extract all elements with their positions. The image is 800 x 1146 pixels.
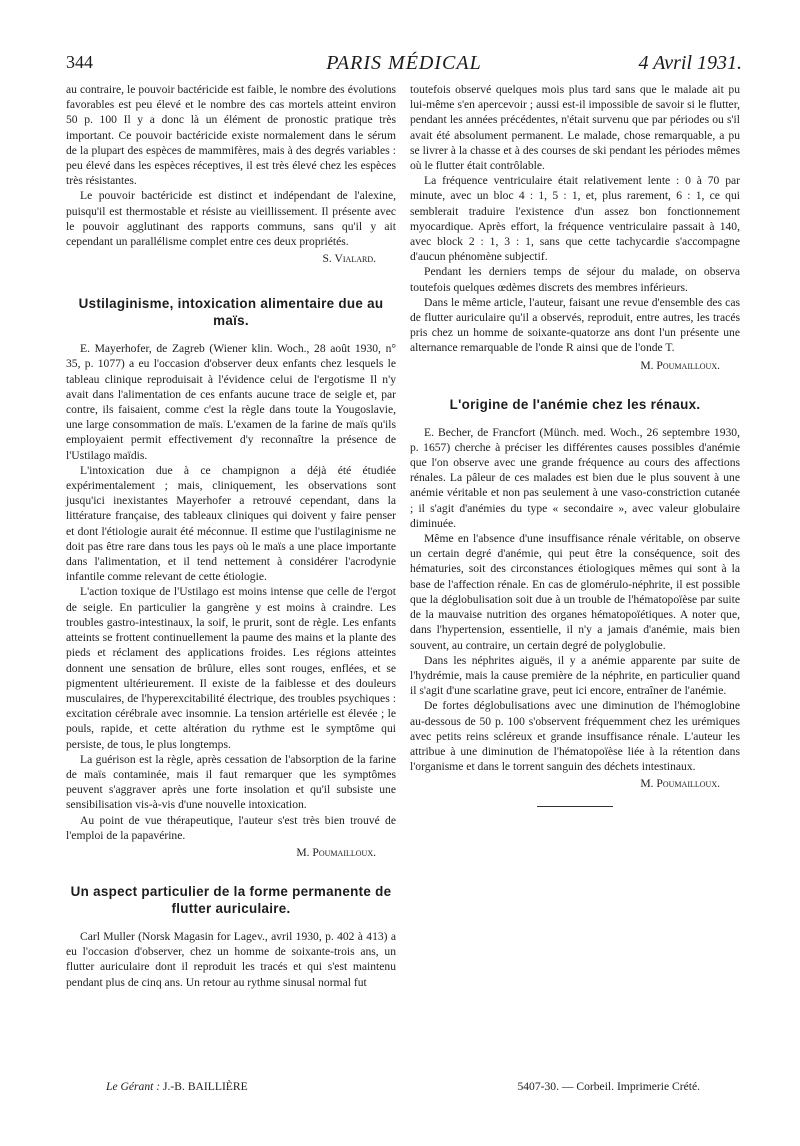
article-3-signature: M. Poumailloux. bbox=[640, 777, 720, 791]
manager-label: Le Gérant : bbox=[106, 1080, 161, 1093]
article-3-paragraph-4: De fortes déglobulisations avec une diminution de l'hémoglobine au-dessous de 50 p. 100 s'observent fréquemment chez les urémiques avec petits reins scléreux et grande insuffisance rénale. L'auteur les attribue à une diminution de l'hématopoïèse liée à la rétention dans l'organisme et dans le torrent sanguin des déchets intestinaux. bbox=[410, 699, 740, 774]
right-column bbox=[410, 82, 740, 807]
article-1-paragraph-2: L'intoxication due à ce champignon a déjà été étudiée expérimentalement ; mais, cliniquement, les observations sont jusqu'ici inexistantes Mayerhofer a retrouvé cependant, dans la littérature française, des tableaux cliniques qui doivent y faire penser et dont l'étiologie aurait été méconnue. Il estime que l'ustilaginisme ne doit pas être rare dans tous les pays où le maïs a une place importante dans l'alimentation, et il tend nettement à considérer l'acrodynie infantile comme relevant de cette étiologie. bbox=[66, 463, 396, 584]
article-1-paragraph-5: Au point de vue thérapeutique, l'auteur s'est très bien trouvé de l'emploi de la papavérine. bbox=[66, 813, 396, 842]
intro-signature: S. Vialard. bbox=[322, 252, 376, 266]
article-2-paragraph-1: Carl Muller (Norsk Magasin for Lagev., avril 1930, p. 402 à 413) a eu l'occasion d'observer, chez un homme de soixante-trois ans, un flutter auriculaire dont il reproduit les tracés et qui s'est maintenu pendant plus de cinq ans. Un retour au rythme sinusal normal fut bbox=[66, 929, 396, 989]
article-1-paragraph-1: E. Mayerhofer, de Zagreb (Wiener klin. Woch., 28 août 1930, n° 35, p. 1077) a eu l'occasion d'observer deux enfants chez lesquels le tableau clinique reproduisait à l'évidence celui de l'ergotisme Il n'y avait dans l'alimentation de ces enfants aucune trace de seigle et, par contre, ils faisaient, comme c'est la règle dans toute la Yougoslavie, une large consommation de maïs. L'examen de la farine de maïs qu'ils employaient permit effectivement d'y reconnaître la présence de l'Ustilago maïdis. bbox=[66, 342, 396, 462]
manager-name: J.-B. BAILLIÈRE bbox=[163, 1080, 248, 1093]
article-2-signature: M. Poumailloux. bbox=[640, 358, 720, 372]
article-3-paragraph-2: Même en l'absence d'une insuffisance rénale véritable, on observe un certain degré d'anémie, qui peut être la conséquence, soit des hématuries, soit des circonstances étiologiques mêmes qui sont à la base de l'affection rénale. En cas de glomérulo-néphrite, il est possible que la déglobulisation soit due à un trouble de l'hématopoïèse par suite de la mauvaise nutrition des organes hématopoïétiques. A noter que, dans l'hypertension, essentielle, il n'y a jamais d'anémie, mais bien souvent, au contraire, un certain degré de polyglobulie. bbox=[410, 532, 740, 652]
article-2-paragraph-1-continued: toutefois observé quelques mois plus tard sans que le malade ait pu lui-même s'en apercevoir ; aussi est-il impossible de savoir si le flutter, pendant les années précédentes, n'était survenu que par périodes ou s'il avait été absolument permanent. Le malade, chose remarquable, a pu se livrer à la chasse et à des courses de ski pendant les périodes mêmes où le flutter était contrôlable. bbox=[410, 83, 740, 173]
article-2-paragraph-3: Pendant les derniers temps de séjour du malade, on observa toutefois quelques œdèmes discrets des membres inférieurs. bbox=[410, 265, 740, 294]
article-2-title: Un aspect particulier de la forme permanente de flutter auriculaire. bbox=[70, 883, 392, 916]
article-1-paragraph-4: La guérison est la règle, après cessation de l'absorption de la farine de maïs contaminée, mais il faut remarquer que les symptômes peuvent s'aggraver après une forte insolation et qu'il subsiste une sensibilisation vis-à-vis d'une nouvelle intoxication. bbox=[66, 752, 396, 812]
article-3-paragraph-3: Dans les néphrites aiguës, il y a anémie apparente par suite de l'hydrémie, mais la cause première de la néphrite, en particulier quand il s'agit d'une scarlatine grave, peut ici encore, entraîner de l'anémie. bbox=[410, 653, 740, 698]
article-1-paragraph-3: L'action toxique de l'Ustilago est moins intense que celle de l'ergot de seigle. En particulier la gangrène y est moins à craindre. Les troubles gastro-intestinaux, la soif, le prurit, sont de règle. Les enfants atteints se frottent continuellement la paume des mains et la plante des pieds et réclament des applications froides. Les régions atteintes donnent une sensation de brûlure, elles sont rouges, enflées, et se pigmentent ultérieurement. Il existe de la faiblesse et des douleurs musculaires, de l'hyperexcitabilité électrique, des troubles psychiques : excitation cérébrale avec insomnie. La tension artérielle est élevée ; le pouls, rapide, et cette altération du rythme est le symptôme qui persiste, de tous, le plus longtemps. bbox=[66, 585, 396, 751]
printer-credit: 5407-30. — Corbeil. Imprimerie Crété. bbox=[517, 1080, 700, 1093]
page-number: 344 bbox=[66, 52, 93, 72]
intro-paragraph-1: au contraire, le pouvoir bactéricide est faible, le nombre des évolutions favorables est peu élevé et le nombre des cas mortels atteint environ 50 p. 100 Il y a donc là un élément de pronostic pratique très important. Ce pouvoir bactéricide existe normalement dans le sérum de la plupart des espèces de mammifères, mais à des degrés variables : peu élevé dans les espèces réceptives, il est très élevé chez les espèces très résistantes. bbox=[66, 83, 396, 188]
journal-title: PARIS MÉDICAL bbox=[326, 52, 482, 74]
left-column bbox=[66, 82, 396, 990]
article-2-paragraph-2: La fréquence ventriculaire était relativement lente : 0 à 70 par minute, avec un bloc 4 : 1, 5 : 1, et, plus rarement, 6 : 1, ce qui semblerait traduire l'existence d'un assez bon fonctionnement myocardique. Après effort, la fréquence ventriculaire passait à 140, avec block 2 : 1, 3 : 1, sans que cette tachycardie s'accompagne d'aucun phénomène subjectif. bbox=[410, 174, 740, 264]
manager-credit bbox=[106, 1080, 248, 1093]
issue-date: 4 Avril 1931. bbox=[638, 52, 742, 74]
intro-paragraph-2: Le pouvoir bactéricide est distinct et indépendant de l'alexine, puisqu'il est thermostable et résiste au vieillissement. Il présente avec le pouvoir agglutinant des rapports communs, sans qu'il y ait cependant un parallélisme complet entre ces deux propriétés. bbox=[66, 189, 396, 249]
end-divider bbox=[537, 806, 613, 807]
article-1-signature: M. Poumailloux. bbox=[296, 845, 376, 859]
article-3-paragraph-1: E. Becher, de Francfort (Münch. med. Woch., 26 septembre 1930, p. 1657) cherche à préciser les différentes causes possibles d'anémie que l'on observe avec une grande fréquence au cours des affections rénales. La pâleur de ces malades est bien due le plus souvent à une anémie véritable et non pas seulement à une vaso-constriction cutanée ; il s'agit d'anémies du type « secondaire », avec valeur globulaire diminuée. bbox=[410, 425, 740, 530]
article-2-paragraph-4: Dans le même article, l'auteur, faisant une revue d'ensemble des cas de flutter auriculaire qu'il a observés, reproduit, entre autres, les tracés pris chez un homme de soixante-quatorze ans dont l'un présente une alternance remarquable de l'onde R ainsi que de l'onde T. bbox=[410, 295, 740, 355]
article-1-title: Ustilaginisme, intoxication alimentaire due au maïs. bbox=[78, 296, 384, 329]
page-header bbox=[66, 52, 742, 82]
article-3-title: L'origine de l'anémie chez les rénaux. bbox=[449, 396, 701, 412]
